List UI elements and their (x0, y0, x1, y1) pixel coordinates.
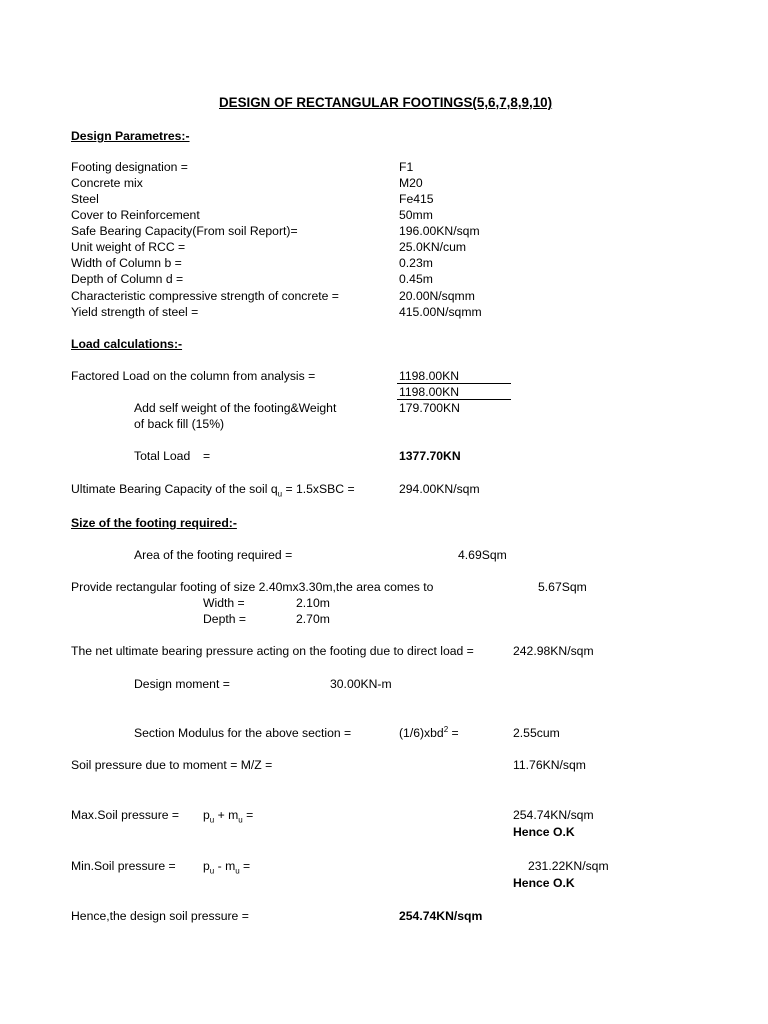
min-soil-pressure-value: 231.22KN/sqm (528, 859, 609, 873)
ubc-label-text: Ultimate Bearing Capacity of the soil q (71, 482, 278, 496)
total-load-value: 1377.70KN (399, 449, 461, 463)
footing-size-heading: Size of the footing required:- (71, 516, 237, 530)
param-value: Fe415 (399, 192, 434, 206)
param-label: Concrete mix (71, 176, 143, 190)
subscript: u (209, 866, 215, 876)
factored-load-repeat-value: 1198.00KN (399, 385, 460, 399)
section-modulus-label: Section Modulus for the above section = (134, 726, 352, 740)
min-soil-pressure-label: Min.Soil pressure = (71, 859, 176, 873)
formula-text: = (448, 726, 459, 740)
min-soil-pressure-formula (203, 859, 251, 876)
design-parameters-heading: Design Parametres:- (71, 129, 190, 143)
document-title: DESIGN OF RECTANGULAR FOOTINGS(5,6,7,8,9,10) (219, 95, 553, 110)
divider-line (397, 383, 511, 384)
formula-text: = (242, 808, 254, 822)
area-required-value: 4.69Sqm (458, 548, 507, 562)
load-calculations-heading: Load calculations:- (71, 337, 183, 351)
param-label: Characteristic compressive strength of concrete = (71, 289, 339, 303)
param-label: Safe Bearing Capacity(From soil Report)= (71, 224, 298, 238)
subscript: u (235, 866, 240, 876)
provide-footing-label: Provide rectangular footing of size 2.40mx3.30m,the area comes to (71, 580, 434, 594)
formula-text: = (239, 859, 251, 873)
factored-load-label: Factored Load on the column from analysis = (71, 369, 316, 383)
param-label: Width of Column b = (71, 256, 182, 270)
subscript: u (277, 489, 283, 499)
param-label: Yield strength of steel = (71, 305, 199, 319)
width-value: 2.10m (296, 596, 330, 610)
self-weight-label: Add self weight of the footing&Weight (134, 401, 337, 415)
net-pressure-value: 242.98KN/sqm (513, 644, 594, 658)
area-required-label: Area of the footing required = (134, 548, 293, 562)
section-modulus-value: 2.55cum (513, 726, 560, 740)
max-soil-pressure-label: Max.Soil pressure = (71, 808, 180, 822)
net-pressure-label: The net ultimate bearing pressure acting on the footing due to direct load = (71, 644, 474, 658)
param-label: Steel (71, 192, 99, 206)
param-value: 415.00N/sqmm (399, 305, 482, 319)
min-check-status: Hence O.K (513, 876, 575, 890)
param-value: M20 (399, 176, 423, 190)
subscript: u (209, 815, 215, 825)
param-value: 0.45m (399, 272, 433, 286)
soil-pressure-moment-value: 11.76KN/sqm (513, 758, 586, 772)
param-label: Depth of Column d = (71, 272, 184, 286)
design-soil-pressure-label: Hence,the design soil pressure = (71, 909, 249, 923)
formula-text: (1/6)xbd (399, 726, 444, 740)
width-label: Width = (203, 596, 245, 610)
divider-line (397, 399, 511, 400)
param-label: Footing designation = (71, 160, 188, 174)
param-value: 50mm (399, 208, 433, 222)
ultimate-bearing-label (71, 482, 355, 499)
section-modulus-formula (399, 726, 459, 740)
param-value: F1 (399, 160, 414, 174)
formula-text: - m (214, 859, 236, 873)
design-soil-pressure-value: 254.74KN/sqm (399, 909, 483, 923)
param-value: 20.00N/sqmm (399, 289, 475, 303)
formula-text: p (203, 859, 210, 873)
ubc-label-text: = 1.5xSBC = (282, 482, 355, 496)
subscript: u (238, 815, 243, 825)
depth-value: 2.70m (296, 612, 330, 626)
formula-text: + m (214, 808, 239, 822)
total-load-label: Total Load (134, 449, 191, 463)
ultimate-bearing-value: 294.00KN/sqm (399, 482, 480, 496)
total-load-equals: = (203, 449, 211, 463)
design-moment-value: 30.00KN-m (330, 677, 392, 691)
superscript: 2 (443, 724, 449, 734)
max-soil-pressure-formula (203, 808, 254, 825)
param-value: 0.23m (399, 256, 433, 270)
param-label: Cover to Reinforcement (71, 208, 200, 222)
max-check-status: Hence O.K (513, 825, 575, 839)
param-value: 25.0KN/cum (399, 240, 467, 254)
param-label: Unit weight of RCC = (71, 240, 186, 254)
self-weight-label-cont: of back fill (15%) (134, 417, 225, 431)
provide-footing-value: 5.67Sqm (538, 580, 587, 594)
factored-load-value: 1198.00KN (399, 369, 460, 383)
design-moment-label: Design moment = (134, 677, 230, 691)
depth-label: Depth = (203, 612, 247, 626)
soil-pressure-moment-label: Soil pressure due to moment = M/Z = (71, 758, 273, 772)
max-soil-pressure-value: 254.74KN/sqm (513, 808, 594, 822)
param-value: 196.00KN/sqm (399, 224, 480, 238)
self-weight-value: 179.700KN (399, 401, 460, 415)
formula-text: p (203, 808, 210, 822)
